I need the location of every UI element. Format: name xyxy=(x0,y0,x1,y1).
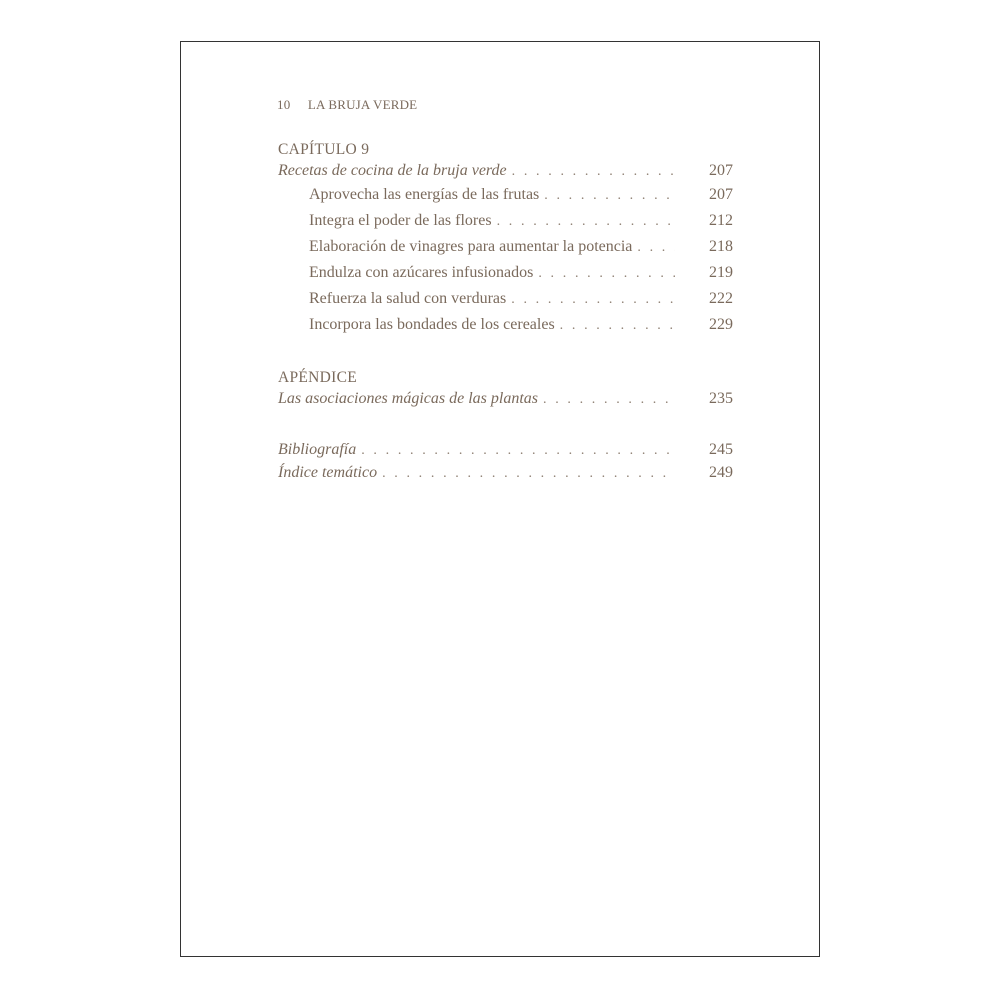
toc-entry-bibliography[interactable] xyxy=(278,438,733,461)
toc-entry-appendix-title[interactable] xyxy=(278,387,733,410)
dot-leader xyxy=(512,160,675,183)
toc-entry-page: 235 xyxy=(709,390,733,407)
dot-leader xyxy=(382,462,675,485)
toc-entry-text: Recetas de cocina de la bruja verde xyxy=(278,162,507,179)
toc-entry-index[interactable] xyxy=(278,461,733,484)
dot-leader xyxy=(538,261,675,287)
toc-back-matter xyxy=(278,438,733,484)
chapter-label: CAPÍTULO 9 xyxy=(278,141,370,158)
dot-leader xyxy=(497,209,675,235)
toc-entry[interactable] xyxy=(278,312,733,338)
dot-leader xyxy=(361,439,675,462)
toc-entry-page: 212 xyxy=(709,212,733,229)
toc-entry-page: 207 xyxy=(709,186,733,203)
dot-leader xyxy=(637,235,675,261)
toc-entry[interactable] xyxy=(278,260,733,286)
toc-entry-text: Incorpora las bondades de los cereales xyxy=(309,316,555,333)
toc-entry-text: Endulza con azúcares infusionados xyxy=(309,264,534,281)
toc-entry[interactable] xyxy=(278,234,733,260)
toc-entry-page: 222 xyxy=(709,290,733,307)
dot-leader xyxy=(511,287,675,313)
book-page xyxy=(180,41,820,957)
toc-entry-page: 229 xyxy=(709,316,733,333)
header-book-title: LA BRUJA VERDE xyxy=(307,97,418,112)
toc-entry-page: 207 xyxy=(709,162,733,179)
toc-entry-text: Índice temático xyxy=(278,464,378,481)
toc-entry[interactable] xyxy=(278,286,733,312)
toc-entry-text: Integra el poder de las flores xyxy=(309,212,492,229)
toc-entry-page: 245 xyxy=(709,441,733,458)
toc-entry-chapter-title[interactable] xyxy=(278,159,733,182)
dot-leader xyxy=(543,388,675,411)
toc-entry[interactable] xyxy=(278,208,733,234)
toc-appendix xyxy=(278,369,733,410)
toc-entry-text: Bibliografía xyxy=(278,441,357,458)
running-head xyxy=(277,97,417,113)
toc-entry-text: Elaboración de vinagres para aumentar la potencia xyxy=(309,238,633,255)
appendix-label: APÉNDICE xyxy=(278,369,358,386)
header-page-number: 10 xyxy=(277,97,291,112)
toc-entry[interactable] xyxy=(278,182,733,208)
dot-leader xyxy=(560,313,675,339)
toc-entry-page: 218 xyxy=(709,238,733,255)
toc-entry-text: Las asociaciones mágicas de las plantas xyxy=(278,390,538,407)
toc-entry-page: 249 xyxy=(709,464,733,481)
dot-leader xyxy=(544,183,675,209)
toc-entry-text: Refuerza la salud con verduras xyxy=(309,290,507,307)
toc-entry-text: Aprovecha las energías de las frutas xyxy=(309,186,540,203)
toc-chapter-9 xyxy=(278,141,733,338)
toc-entry-page: 219 xyxy=(709,264,733,281)
